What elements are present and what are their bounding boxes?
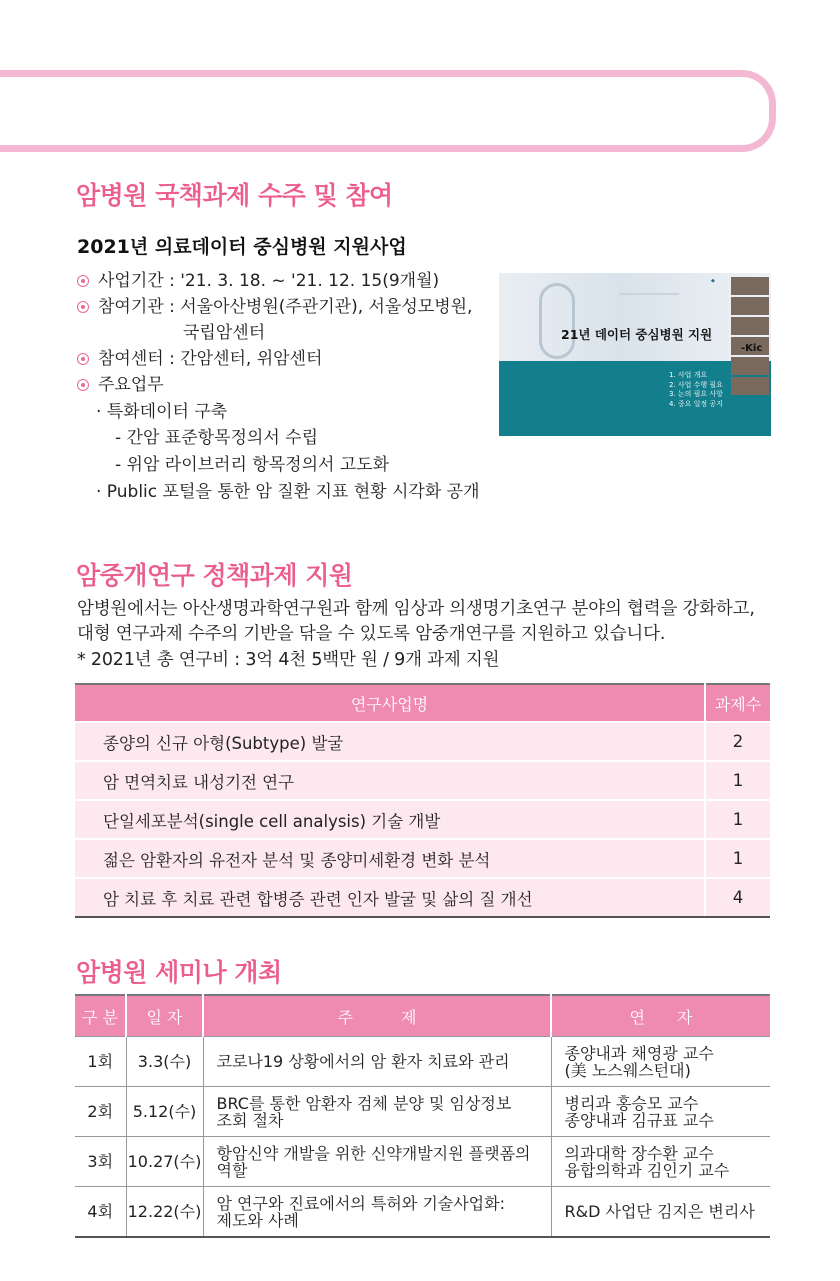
- header-banner: [0, 70, 776, 152]
- table-row: 2회 5.12(수) BRC를 통한 암환자 검체 분양 및 임상정보 조회 절차 병리과 홍승모 교수 종양내과 김규표 교수: [75, 1087, 770, 1137]
- slide-title: 21년 데이터 중심병원 지원: [561, 327, 713, 342]
- column-header: 일 자: [126, 995, 203, 1037]
- project-title: 2021년 의료데이터 중심병원 지원사업: [77, 236, 407, 258]
- table-row: 젊은 암환자의 유전자 분석 및 종양미세환경 변화 분석 1: [75, 839, 770, 878]
- logo-icon: ◆: [711, 278, 715, 284]
- meeting-screenshot: [499, 273, 771, 436]
- column-header: 구 분: [75, 995, 126, 1037]
- research-table: [75, 683, 770, 918]
- task-subitem: - 간암 표준항목정의서 수립: [115, 428, 318, 448]
- bullet-centers: 참여센터 : 간암센터, 위암센터: [77, 348, 322, 371]
- budget-note: * 2021년 총 연구비 : 3억 4천 5백만 원 / 9개 과제 지원: [77, 650, 500, 670]
- bullet-institutions: 참여기관 : 서울아산병원(주관기관), 서울성모병원,: [77, 296, 472, 319]
- bullet-institutions-cont: 국립암센터: [183, 323, 266, 343]
- table-row: 단일세포분석(single cell analysis) 기술 개발 1: [75, 800, 770, 839]
- table-row: 암 치료 후 치료 관련 합병증 관련 인자 발굴 및 삶의 질 개선 4: [75, 878, 770, 917]
- column-header: 주 제: [203, 995, 551, 1037]
- column-header: 연 자: [551, 995, 770, 1037]
- table-row: 4회 12.22(수) 암 연구와 진료에서의 특허와 기술사업화: 제도와 사례 R&D 사업단 김지은 변리사: [75, 1187, 770, 1238]
- section-heading-seminar: 암병원 세미나 개최: [76, 958, 282, 987]
- table-row: 3회 10.27(수) 항암신약 개발을 위한 신약개발지원 플랫폼의 역할 의과대학 장수환 교수 융합의학과 김인기 교수: [75, 1137, 770, 1187]
- slide-subtitle: -Kic: [741, 343, 763, 354]
- slide-agenda: 1. 사업 개요 2. 사업 수행 필요 3. 논의 필요 사항 4. 중요 일정 공지: [669, 371, 723, 408]
- bullet-icon: [77, 379, 89, 391]
- paragraph-line: 대형 연구과제 수주의 기반을 닦을 수 있도록 암중개연구를 지원하고 있습니다.: [77, 624, 666, 644]
- section-heading-national-projects: 암병원 국책과제 수주 및 참여: [76, 181, 393, 210]
- bullet-icon: [77, 301, 89, 313]
- bullet-main-tasks: 주요업무: [77, 374, 164, 397]
- task-item: · Public 포털을 통한 암 질환 지표 현황 시각화 공개: [96, 482, 480, 502]
- table-row: 암 면역치료 내성기전 연구 1: [75, 761, 770, 800]
- section-heading-translational-research: 암중개연구 정책과제 지원: [76, 561, 353, 590]
- task-subitem: - 위암 라이브러리 항목정의서 고도화: [115, 455, 390, 475]
- paragraph-line: 암병원에서는 아산생명과학연구원과 함께 임상과 의생명기초연구 분야의 협력을 강화하고,: [77, 599, 755, 619]
- task-item: · 특화데이터 구축: [96, 402, 228, 422]
- table-row: 1회 3.3(수) 코로나19 상황에서의 암 환자 치료와 관리 종양내과 채영광 교수 (美 노스웨스턴대): [75, 1037, 770, 1087]
- column-header: 연구사업명: [75, 684, 705, 722]
- bullet-period: 사업기간 : '21. 3. 18. ~ '21. 12. 15(9개월): [77, 270, 439, 293]
- table-row: 종양의 신규 아형(Subtype) 발굴 2: [75, 722, 770, 761]
- column-header: 과제수: [705, 684, 770, 722]
- bullet-icon: [77, 275, 89, 287]
- bullet-icon: [77, 353, 89, 365]
- seminar-table: [75, 994, 770, 1238]
